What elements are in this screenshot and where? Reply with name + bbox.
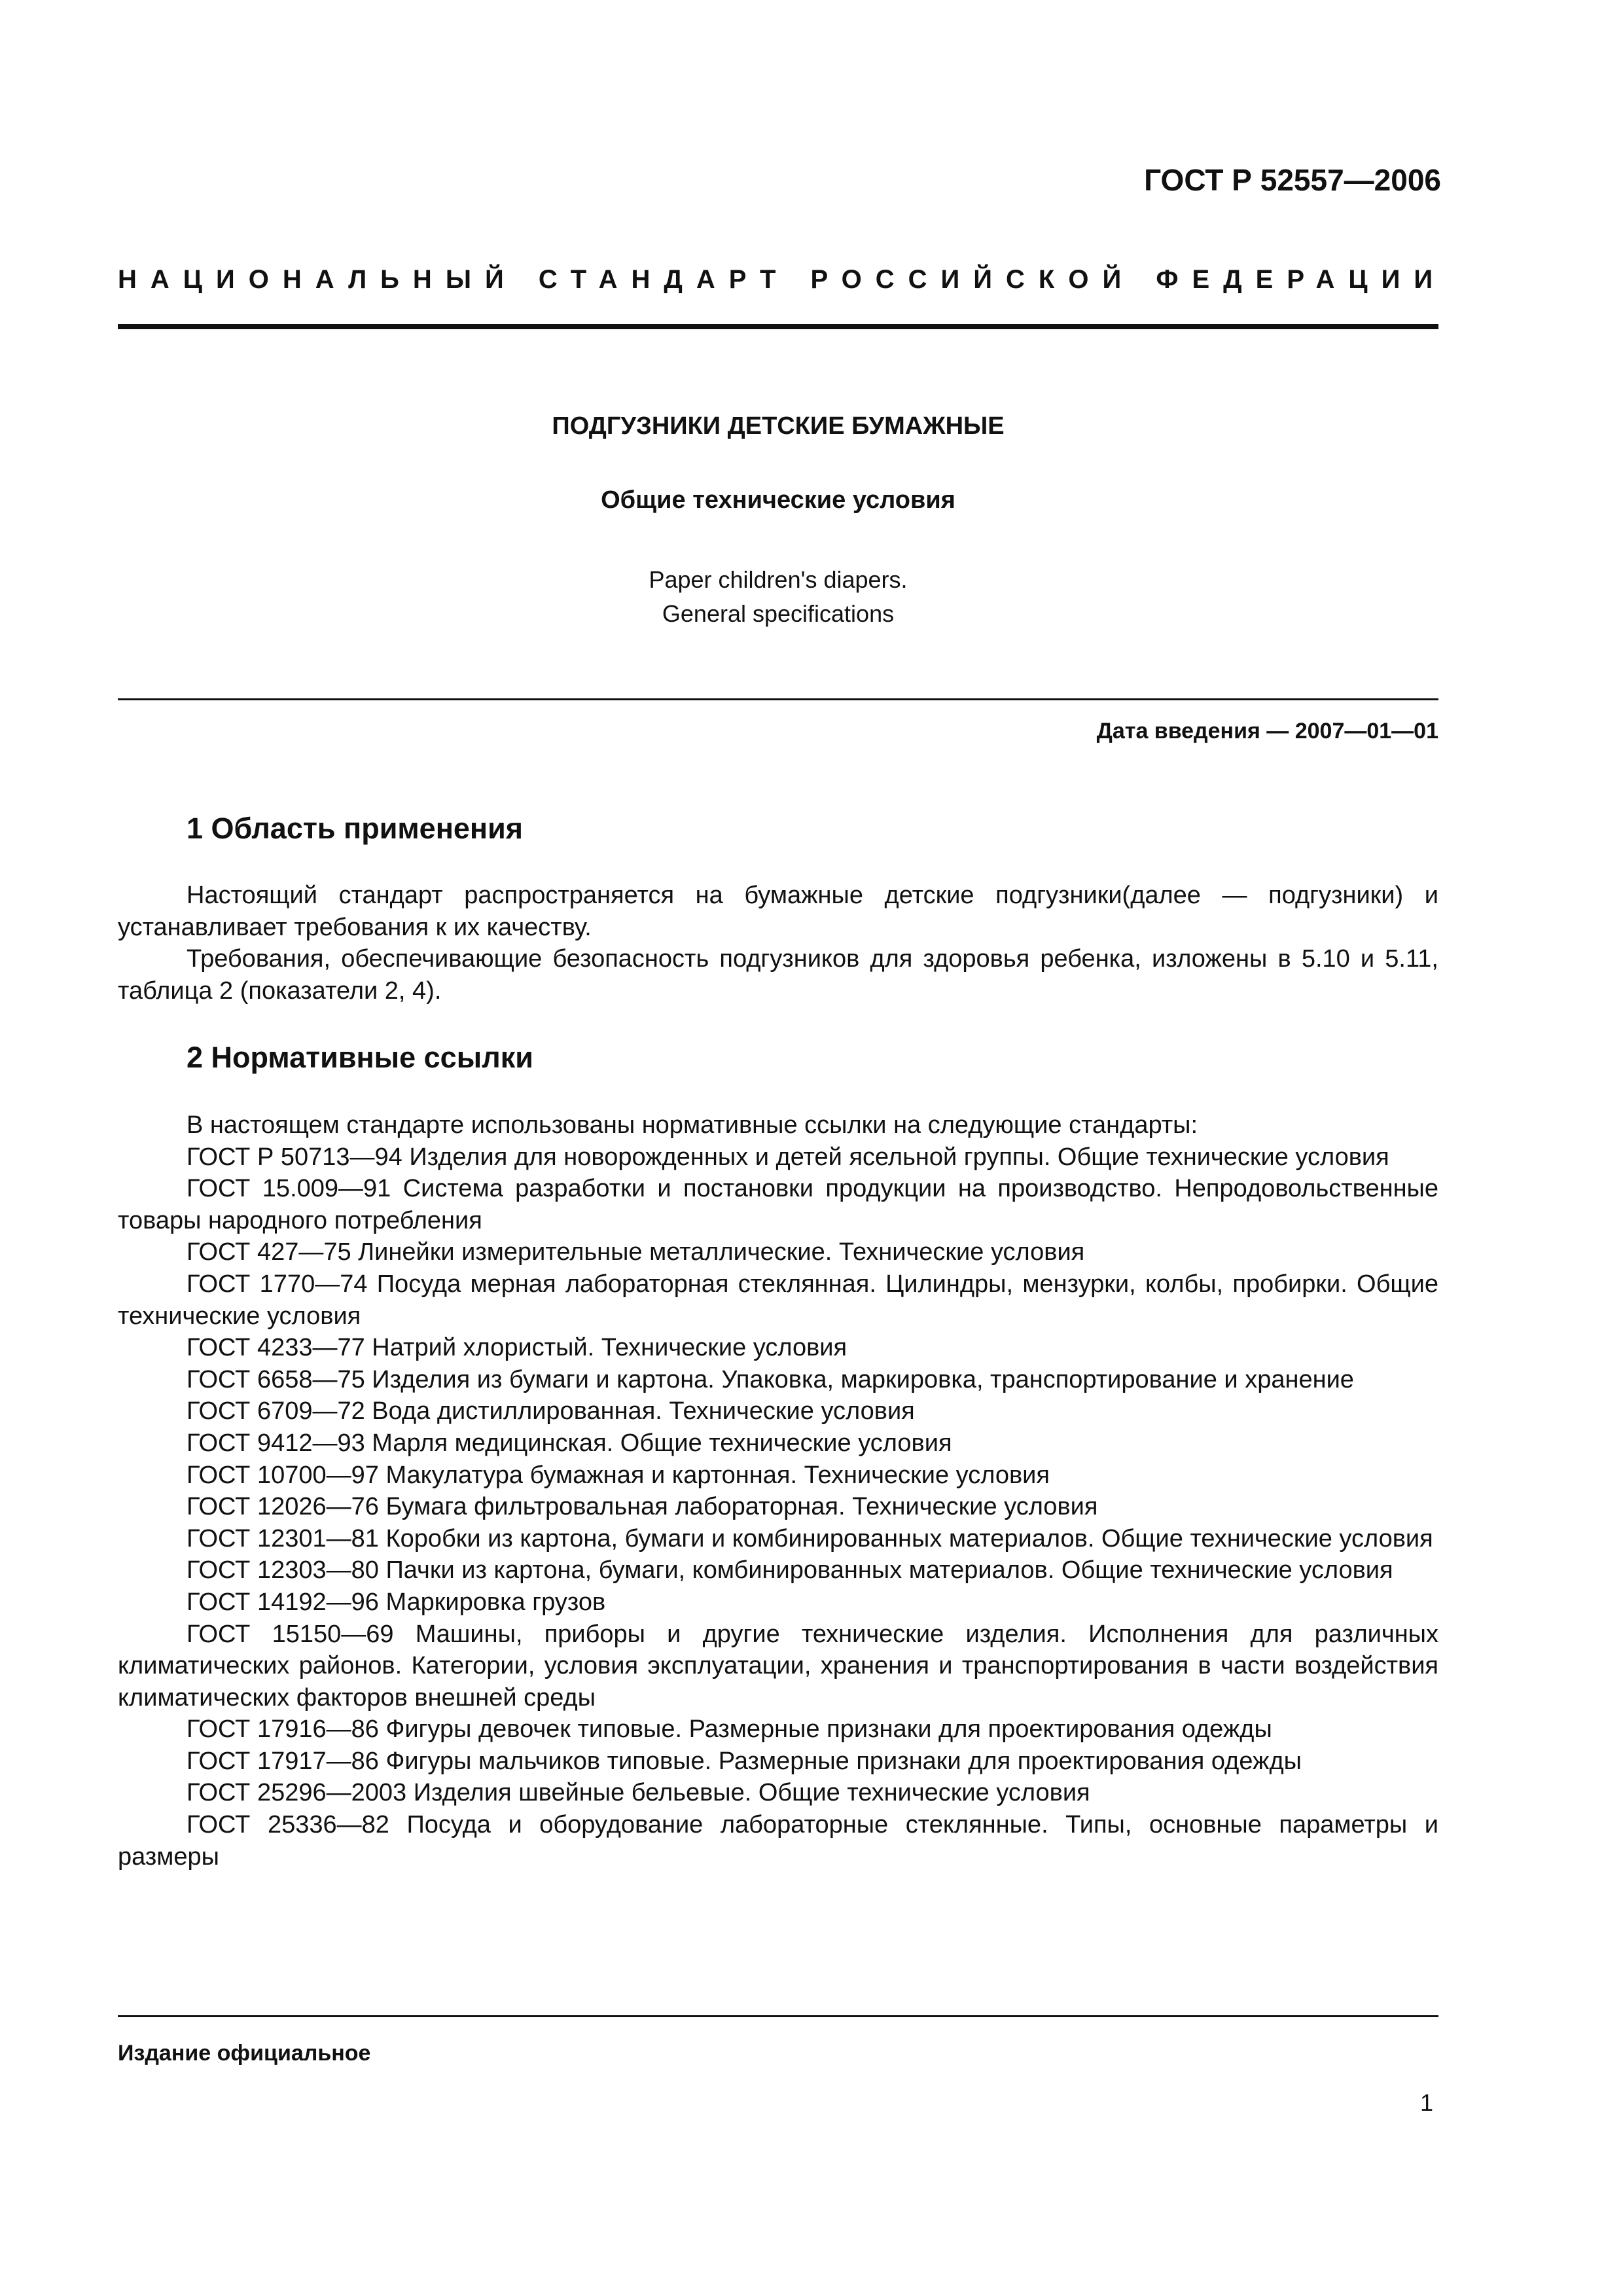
paragraph: Требования, обеспечивающие безопасность подгузников для здоровья ребенка, изложены в 5.10 и 5.11, таблица 2 (показатели 2, 4). bbox=[118, 945, 1438, 1005]
header-divider bbox=[118, 324, 1438, 329]
reference-item: ГОСТ 4233—77 Натрий хлористый. Технические условия bbox=[187, 1334, 847, 1362]
page-number: 1 bbox=[1419, 2089, 1433, 2116]
reference-item: ГОСТ 14192—96 Маркировка грузов bbox=[187, 1588, 606, 1616]
section-body-references bbox=[118, 1109, 1438, 1873]
reference-item: ГОСТ 17917—86 Фигуры мальчиков типовые. Размерные признаки для проектирования одежды bbox=[187, 1747, 1302, 1775]
section-body-scope bbox=[118, 880, 1438, 1007]
reference-item: ГОСТ 427—75 Линейки измерительные металлические. Технические условия bbox=[187, 1238, 1085, 1266]
reference-item: ГОСТ 12303—80 Пачки из картона, бумаги, комбинированных материалов. Общие технические условия bbox=[187, 1556, 1393, 1585]
reference-item: ГОСТ 6709—72 Вода дистиллированная. Технические условия bbox=[187, 1397, 915, 1426]
title-divider bbox=[118, 698, 1438, 700]
reference-item: ГОСТ 12026—76 Бумага фильтровальная лабораторная. Технические условия bbox=[187, 1493, 1098, 1521]
introduction-date: Дата введения — 2007—01—01 bbox=[1096, 719, 1438, 744]
section-heading-references: 2 Нормативные ссылки bbox=[187, 1041, 533, 1074]
english-title bbox=[118, 563, 1438, 631]
standard-banner: НАЦИОНАЛЬНЫЙ СТАНДАРТ РОССИЙСКОЙ ФЕДЕРАЦИИ bbox=[118, 265, 1447, 294]
document-title: ПОДГУЗНИКИ ДЕТСКИЕ БУМАЖНЫЕ bbox=[552, 412, 1005, 440]
reference-item: ГОСТ 25336—82 Посуда и оборудование лабораторные стеклянные. Типы, основные параметры и размеры bbox=[118, 1811, 1438, 1871]
paragraph: Настоящий стандарт распространяется на бумажные детские подгузники(далее — подгузники) и устанавливает требования к их качеству. bbox=[118, 882, 1438, 941]
english-title-line-2: General specifications bbox=[662, 600, 895, 627]
reference-item: ГОСТ 9412—93 Марля медицинская. Общие технические условия bbox=[187, 1429, 952, 1457]
reference-item: ГОСТ 6658—75 Изделия из бумаги и картона. Упаковка, маркировка, транспортирование и хранение bbox=[187, 1365, 1354, 1393]
english-title-line-1: Paper children's diapers. bbox=[649, 566, 908, 593]
paragraph: В настоящем стандарте использованы нормативные ссылки на следующие стандарты: bbox=[187, 1111, 1198, 1139]
section-heading-scope: 1 Область применения bbox=[187, 812, 524, 845]
reference-item: ГОСТ 17916—86 Фигуры девочек типовые. Размерные признаки для проектирования одежды bbox=[187, 1715, 1272, 1744]
reference-item: ГОСТ 25296—2003 Изделия швейные бельевые. Общие технические условия bbox=[187, 1779, 1090, 1807]
reference-item: ГОСТ 15.009—91 Система разработки и постановки продукции на производство. Непродовольственные товары народного потребления bbox=[118, 1175, 1438, 1234]
document-code: ГОСТ Р 52557—2006 bbox=[1144, 163, 1441, 197]
document-subtitle: Общие технические условия bbox=[601, 486, 955, 514]
reference-item: ГОСТ 10700—97 Макулатура бумажная и картонная. Технические условия bbox=[187, 1461, 1050, 1489]
reference-item: ГОСТ Р 50713—94 Изделия для новорожденных и детей ясельной группы. Общие технические условия bbox=[187, 1143, 1389, 1171]
reference-item: ГОСТ 1770—74 Посуда мерная лабораторная стеклянная. Цилиндры, мензурки, колбы, пробирки. Общие технические условия bbox=[118, 1270, 1438, 1330]
footer-divider bbox=[118, 2015, 1438, 2017]
reference-item: ГОСТ 15150—69 Машины, приборы и другие технические изделия. Исполнения для различных климатических районов. Категории, условия эксплуатации, хранения и транспортирования в части воздействия климатических факторов внешней среды bbox=[118, 1620, 1438, 1712]
reference-item: ГОСТ 12301—81 Коробки из картона, бумаги и комбинированных материалов. Общие технические условия bbox=[187, 1524, 1433, 1552]
official-edition-label: Издание официальное bbox=[118, 2041, 371, 2066]
